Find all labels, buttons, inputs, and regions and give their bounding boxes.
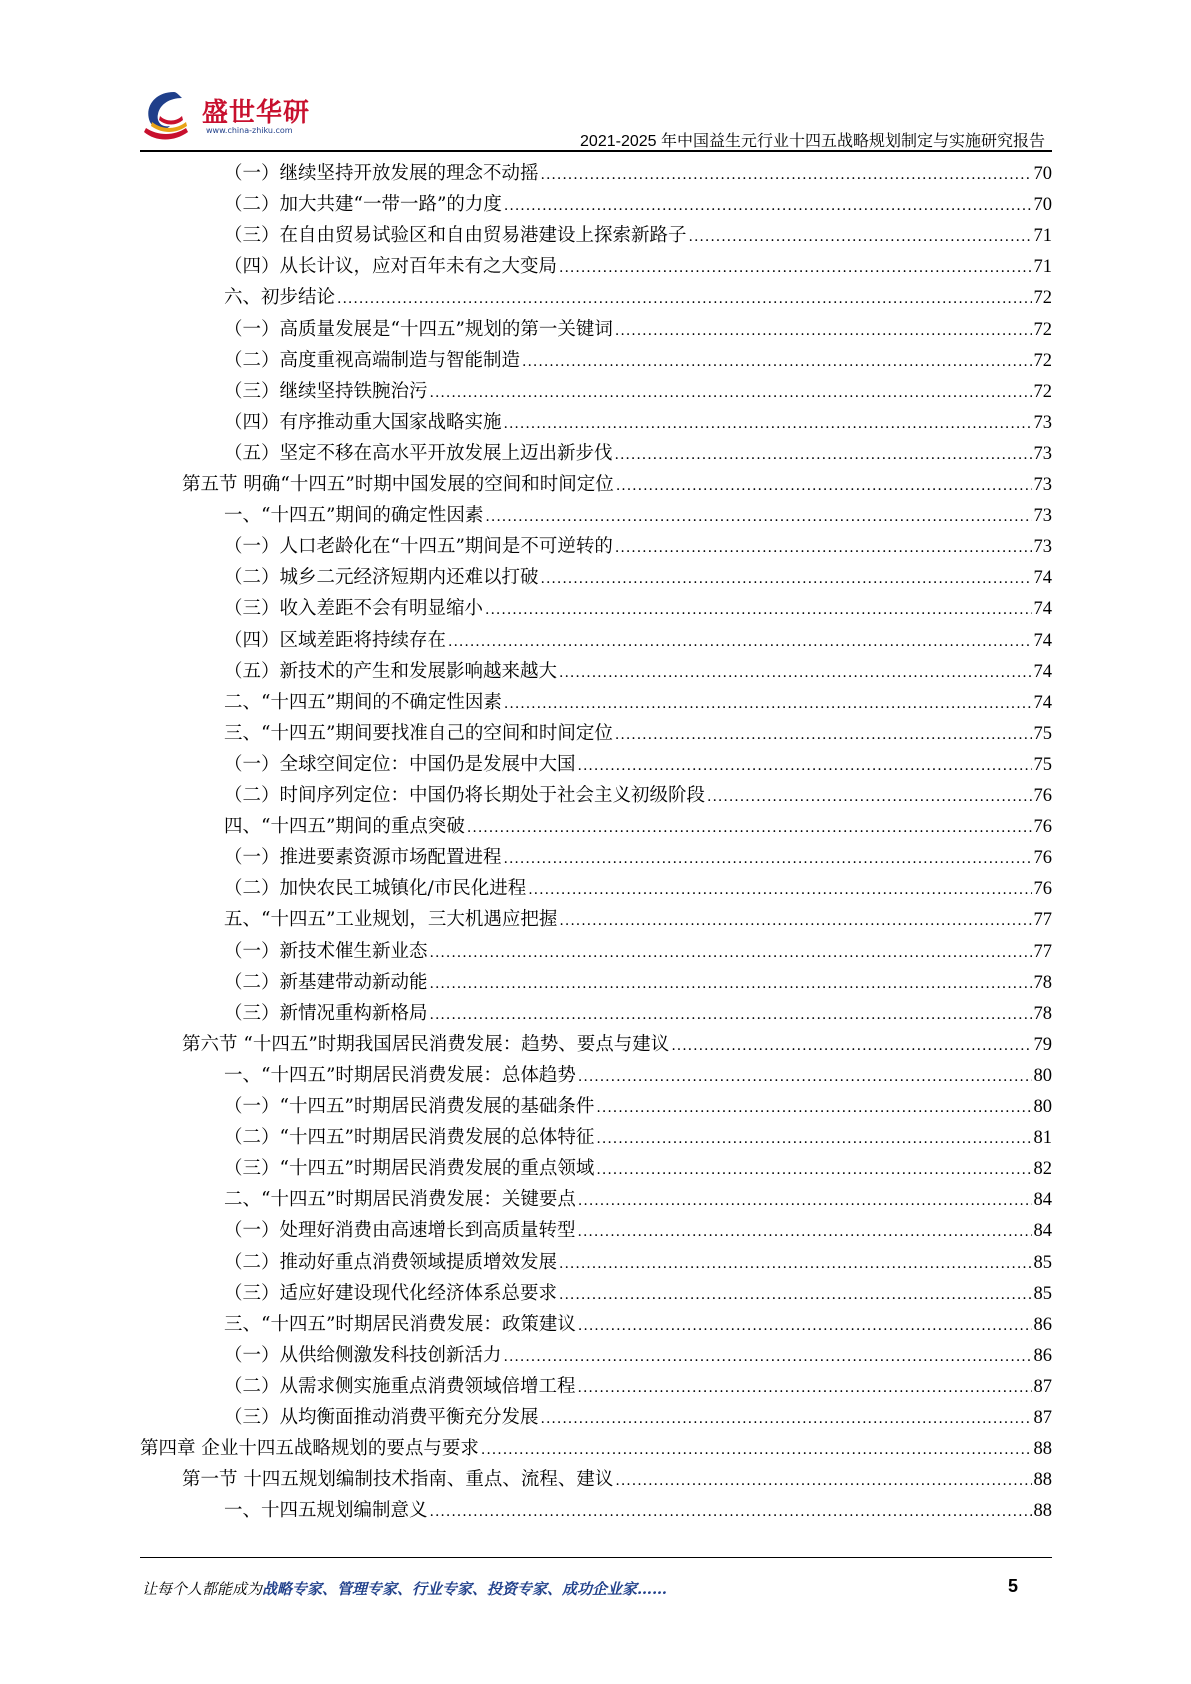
toc-entry-page: 84 — [1033, 1190, 1052, 1211]
toc-entry[interactable] — [224, 1247, 1052, 1278]
toc-entry-page: 79 — [1033, 1034, 1052, 1055]
toc-leader-dots — [578, 1186, 1032, 1217]
toc-entry-page: 76 — [1033, 848, 1052, 869]
toc-entry-page: 73 — [1033, 443, 1052, 464]
toc-entry[interactable] — [224, 345, 1052, 376]
toc-entry[interactable] — [224, 842, 1052, 873]
toc-entry-title: 一、“十四五”时期居民消费发展：总体趋势 — [224, 1064, 576, 1086]
toc-entry[interactable] — [224, 936, 1052, 967]
toc-entry-title: （二）从需求侧实施重点消费领域倍增工程 — [224, 1375, 576, 1397]
toc-entry-title: （三）适应好建设现代化经济体系总要求 — [224, 1282, 558, 1304]
toc-leader-dots — [485, 502, 1031, 533]
toc-leader-dots — [559, 658, 1031, 689]
toc-entry-title: （三）“十四五”时期居民消费发展的重点领域 — [224, 1158, 595, 1180]
toc-entry-title: （二）“十四五”时期居民消费发展的总体特征 — [224, 1127, 595, 1149]
toc-entry-page: 73 — [1033, 475, 1052, 495]
toc-entry[interactable] — [224, 873, 1052, 904]
toc-entry-page: 72 — [1033, 319, 1052, 340]
toc-entry-page: 77 — [1033, 910, 1052, 931]
toc-entry-title: 三、“十四五”时期居民消费发展：政策建议 — [224, 1313, 576, 1335]
toc-entry[interactable] — [224, 1278, 1052, 1309]
toc-leader-dots — [616, 471, 1032, 502]
toc-entry-page: 88 — [1033, 1439, 1052, 1460]
toc-entry-page: 75 — [1033, 723, 1052, 744]
toc-entry-title: （四）从长计议，应对百年未有之大变局 — [224, 256, 558, 278]
toc-entry[interactable] — [224, 1184, 1052, 1215]
toc-entry[interactable] — [224, 687, 1052, 718]
toc-entry-page: 80 — [1033, 1065, 1052, 1086]
toc-leader-dots — [430, 1497, 1032, 1528]
toc-entry-page: 76 — [1033, 817, 1052, 838]
toc-entry-title: （一）继续坚持开放发展的理念不动摇 — [224, 163, 539, 184]
toc-entry[interactable] — [224, 904, 1052, 935]
footer-slogan — [142, 1578, 667, 1599]
toc-entry-page: 86 — [1033, 1345, 1052, 1366]
toc-leader-dots — [559, 253, 1031, 284]
footer-divider — [140, 1557, 1052, 1558]
toc-entry-title: （三）新情况重构新格局 — [224, 1002, 428, 1024]
toc-leader-dots — [430, 938, 1032, 969]
toc-leader-dots — [430, 378, 1032, 409]
toc-leader-dots — [541, 564, 1032, 595]
toc-entry[interactable] — [224, 562, 1052, 593]
toc-entry-page: 80 — [1033, 1097, 1052, 1117]
toc-entry[interactable] — [224, 749, 1052, 780]
toc-entry-page: 76 — [1033, 786, 1052, 806]
toc-entry-page: 71 — [1033, 257, 1052, 278]
toc-entry-page: 74 — [1033, 568, 1052, 589]
toc-entry-title: （一）从供给侧激发科技创新活力 — [224, 1344, 502, 1366]
toc-entry[interactable] — [182, 1464, 1052, 1495]
toc-entry-page: 70 — [1033, 164, 1052, 184]
toc-entry[interactable] — [224, 438, 1052, 469]
toc-entry[interactable] — [224, 1402, 1052, 1433]
toc-entry-page: 86 — [1033, 1314, 1052, 1335]
toc-entry-title: 二、“十四五”时期居民消费发展：关键要点 — [224, 1189, 576, 1211]
toc-entry-title: （一）“十四五”时期居民消费发展的基础条件 — [224, 1096, 595, 1117]
toc-entry-title: （二）城乡二元经济短期内还难以打破 — [224, 567, 539, 589]
toc-entry-page: 77 — [1033, 941, 1052, 962]
toc-entry-page: 74 — [1033, 661, 1052, 682]
toc-entry[interactable] — [224, 251, 1052, 282]
toc-entry[interactable] — [224, 1215, 1052, 1246]
page-header — [0, 0, 1191, 160]
toc-leader-dots — [559, 1280, 1031, 1311]
toc-leader-dots — [689, 222, 1032, 253]
toc-leader-dots — [467, 813, 1032, 844]
toc-leader-dots — [578, 1217, 1032, 1248]
toc-entry[interactable] — [224, 1309, 1052, 1340]
toc-entry-page: 72 — [1033, 381, 1052, 402]
footer-slogan-highlight: 战略专家、管理专家、行业专家、投资专家、成功企业家…… — [262, 1580, 668, 1598]
toc-entry-title: （二）加快农民工城镇化/市民化进程 — [224, 878, 527, 900]
toc-entry-title: 第五节 明确“十四五”时期中国发展的空间和时间定位 — [182, 474, 614, 495]
toc-entry-page: 87 — [1033, 1408, 1052, 1428]
toc-entry-page: 74 — [1033, 630, 1052, 651]
toc-entry[interactable] — [224, 1122, 1052, 1153]
toc-entry[interactable] — [224, 656, 1052, 687]
toc-entry-page: 71 — [1033, 226, 1052, 247]
toc-entry-title: 五、“十四五”工业规划，三大机遇应把握 — [224, 909, 558, 931]
toc-entry-page: 73 — [1033, 412, 1052, 433]
toc-entry[interactable] — [224, 1371, 1052, 1402]
toc-entry-title: （二）推动好重点消费领域提质增效发展 — [224, 1251, 558, 1273]
toc-entry-title: （四）有序推动重大国家战略实施 — [224, 411, 502, 433]
toc-entry[interactable] — [224, 282, 1052, 313]
toc-entry-title: （五）新技术的产生和发展影响越来越大 — [224, 660, 558, 682]
company-logo — [140, 86, 310, 148]
toc-entry-page: 72 — [1033, 288, 1052, 309]
toc-entry[interactable] — [224, 625, 1052, 656]
toc-leader-dots — [337, 284, 1031, 315]
toc-entry-page: 76 — [1033, 879, 1052, 900]
toc-leader-dots — [448, 627, 1031, 658]
toc-leader-dots — [504, 191, 1032, 222]
toc-leader-dots — [559, 906, 1031, 937]
toc-entry[interactable] — [224, 1153, 1052, 1184]
toc-leader-dots — [504, 1342, 1032, 1373]
toc-leader-dots — [559, 1249, 1031, 1280]
toc-entry[interactable] — [140, 1433, 1052, 1464]
toc-leader-dots — [504, 689, 1032, 720]
toc-entry-page: 74 — [1033, 599, 1052, 620]
toc-entry[interactable] — [224, 780, 1052, 811]
toc-entry[interactable] — [224, 314, 1052, 345]
toc-leader-dots — [504, 844, 1032, 875]
toc-entry-title: （一）全球空间定位：中国仍是发展中大国 — [224, 753, 576, 775]
toc-entry-page: 73 — [1033, 506, 1052, 527]
toc-entry-page: 87 — [1033, 1376, 1052, 1397]
toc-entry[interactable] — [224, 1495, 1052, 1526]
toc-entry-page: 88 — [1033, 1501, 1052, 1522]
toc-entry-page: 74 — [1033, 692, 1052, 713]
toc-leader-dots — [528, 875, 1031, 906]
toc-entry-page: 72 — [1033, 350, 1052, 371]
toc-entry-title: （一）推进要素资源市场配置进程 — [224, 847, 502, 869]
toc-entry-page: 78 — [1033, 1003, 1052, 1024]
toc-entry[interactable] — [224, 811, 1052, 842]
toc-entry-title: （二）高度重视高端制造与智能制造 — [224, 349, 521, 371]
logo-emblem-icon — [140, 86, 204, 146]
toc-entry-title: 第四章 企业十四五战略规划的要点与要求 — [140, 1438, 479, 1460]
toc-entry[interactable] — [182, 469, 1052, 500]
toc-leader-dots — [615, 1466, 1031, 1497]
toc-entry-page: 88 — [1033, 1470, 1052, 1491]
toc-leader-dots — [615, 533, 1032, 564]
toc-entry-page: 73 — [1033, 537, 1052, 558]
toc-entry[interactable] — [224, 500, 1052, 531]
toc-entry-title: （一）处理好消费由高速增长到高质量转型 — [224, 1220, 576, 1242]
toc-entry[interactable] — [224, 531, 1052, 562]
footer-slogan-prefix: 让每个人都能成为 — [142, 1580, 263, 1598]
brand-url: www.china-zhiku.com — [206, 126, 293, 135]
toc-entry[interactable] — [224, 189, 1052, 220]
toc-entry-title: （一）高质量发展是“十四五”规划的第一关键词 — [224, 318, 613, 340]
toc-entry-page: 78 — [1033, 972, 1052, 993]
toc-entry-title: （三）从均衡面推动消费平衡充分发展 — [224, 1407, 539, 1428]
toc-entry-page: 85 — [1033, 1252, 1052, 1273]
toc-leader-dots — [578, 1062, 1032, 1093]
toc-entry-title: 四、“十四五”期间的重点突破 — [224, 816, 465, 838]
toc-leader-dots — [481, 1435, 1032, 1466]
toc-leader-dots — [430, 1000, 1032, 1031]
toc-leader-dots — [541, 1404, 1032, 1435]
report-title: 2021-2025 年中国益生元行业十四五战略规划制定与实施研究报告 — [580, 133, 1045, 150]
toc-entry-title: （二）加大共建“一带一路”的力度 — [224, 194, 502, 216]
toc-entry-title: 六、初步结论 — [224, 287, 336, 309]
toc-leader-dots — [430, 969, 1032, 1000]
toc-entry-title: （三）收入差距不会有明显缩小 — [224, 598, 484, 620]
toc-leader-dots — [541, 160, 1032, 191]
toc-entry[interactable] — [224, 407, 1052, 438]
toc-entry-title: 第一节 十四五规划编制技术指南、重点、流程、建议 — [182, 1469, 614, 1491]
toc-entry[interactable] — [224, 220, 1052, 251]
toc-entry-title: （一）人口老龄化在“十四五”期间是不可逆转的 — [224, 536, 613, 558]
header-divider — [140, 150, 1052, 152]
toc-entry-title: （二）新基建带动新动能 — [224, 971, 428, 993]
toc-entry-title: （一）新技术催生新业态 — [224, 940, 428, 962]
toc-entry[interactable] — [224, 158, 1052, 189]
toc-entry-title: 二、“十四五”期间的不确定性因素 — [224, 691, 502, 713]
toc-entry-title: （三）继续坚持铁腕治污 — [224, 380, 428, 402]
toc-leader-dots — [578, 751, 1032, 782]
toc-leader-dots — [504, 409, 1032, 440]
toc-entry-title: （四）区域差距将持续存在 — [224, 629, 447, 651]
toc-leader-dots — [485, 595, 1031, 626]
toc-leader-dots — [578, 1373, 1032, 1404]
toc-entry-title: （二）时间序列定位：中国仍将长期处于社会主义初级阶段 — [224, 785, 706, 806]
toc-entry-title: 第六节 “十四五”时期我国居民消费发展：趋势、要点与建议 — [182, 1033, 670, 1055]
toc-entry-page: 75 — [1033, 754, 1052, 775]
toc-leader-dots — [707, 782, 1031, 813]
toc-entry[interactable] — [224, 1060, 1052, 1091]
toc-entry-title: （三）在自由贸易试验区和自由贸易港建设上探索新路子 — [224, 225, 687, 247]
brand-name: 盛世华研 — [202, 98, 311, 128]
toc-entry[interactable] — [224, 376, 1052, 407]
toc-leader-dots — [615, 440, 1032, 471]
toc-leader-dots — [615, 316, 1032, 347]
toc-leader-dots — [578, 1311, 1032, 1342]
toc-entry[interactable] — [224, 967, 1052, 998]
page-number: 5 — [1008, 1576, 1019, 1596]
toc-leader-dots — [522, 347, 1031, 378]
toc-entry-page: 81 — [1033, 1128, 1052, 1149]
toc-entry-title: 三、“十四五”期间要找准自己的空间和时间定位 — [224, 722, 613, 744]
toc-entry[interactable] — [224, 1340, 1052, 1371]
toc-entry[interactable] — [182, 1029, 1052, 1060]
toc-entry-title: （五）坚定不移在高水平开放发展上迈出新步伐 — [224, 442, 613, 464]
toc-entry-page: 82 — [1033, 1159, 1052, 1180]
toc-leader-dots — [596, 1155, 1031, 1186]
toc-entry-page: 85 — [1033, 1283, 1052, 1304]
toc-leader-dots — [596, 1124, 1031, 1155]
toc-entry-page: 70 — [1033, 195, 1052, 216]
toc-entry[interactable] — [224, 593, 1052, 624]
toc-entry[interactable] — [224, 998, 1052, 1029]
toc-entry-page: 84 — [1033, 1221, 1052, 1242]
toc-leader-dots — [671, 1031, 1031, 1062]
toc-entry-title: 一、“十四五”期间的确定性因素 — [224, 505, 484, 527]
toc-entry[interactable] — [224, 718, 1052, 749]
toc-leader-dots — [615, 720, 1032, 751]
toc-leader-dots — [596, 1093, 1031, 1124]
toc-entry[interactable] — [224, 1091, 1052, 1122]
toc-entry-title: 一、十四五规划编制意义 — [224, 1500, 428, 1522]
